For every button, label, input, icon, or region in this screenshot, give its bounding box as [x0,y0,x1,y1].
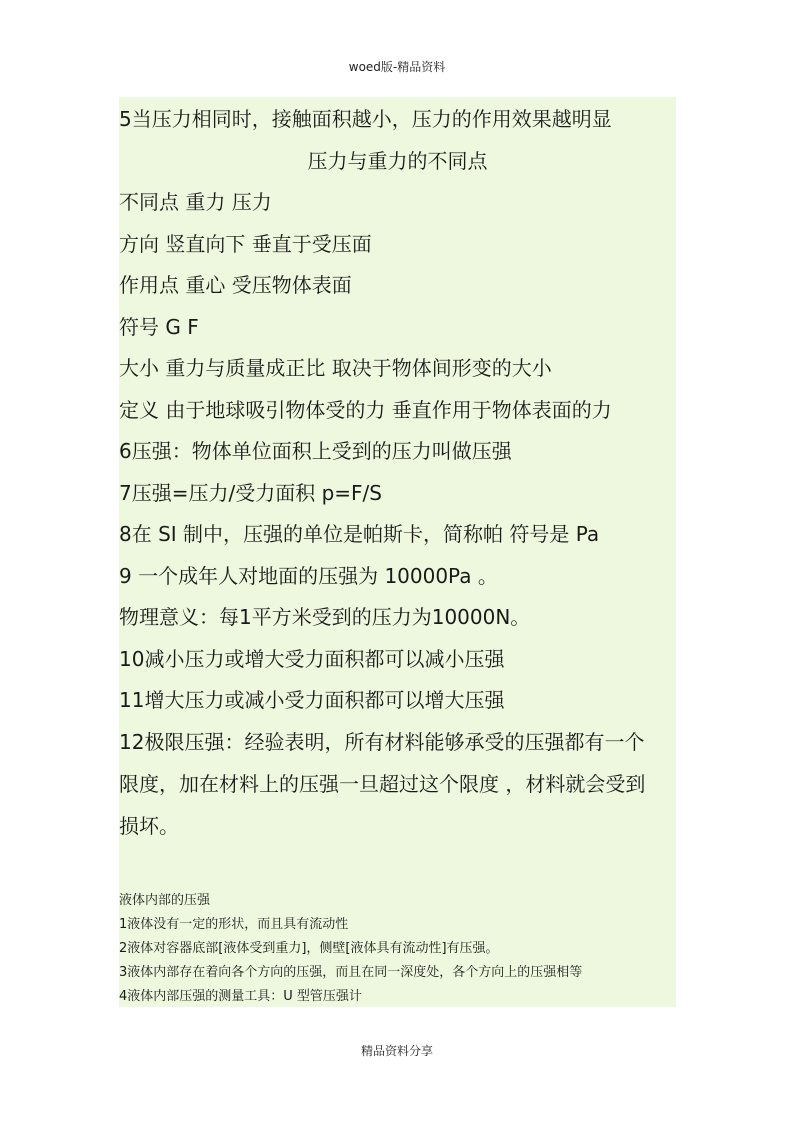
paragraph-line: 物理意义：每1平方米受到的压力为10000N。 [119,605,531,629]
page-header: woed版-精品资料 [348,60,446,74]
list-item: 2液体对容器底部[液体受到重力]，侧壁[液体具有流动性]有压强。 [119,941,499,956]
comparison-row: 大小 重力与质量成正比 取决于物体间形变的大小 [119,356,552,380]
content-panel [119,97,676,1007]
comparison-row: 不同点 重力 压力 [119,190,272,214]
list-item: 3液体内部存在着向各个方向的压强，而且在同一深度处，各个方向上的压强相等 [119,965,583,980]
paragraph-line: 10减小压力或增大受力面积都可以减小压强 [119,647,505,671]
table-title: 压力与重力的不同点 [307,149,488,173]
paragraph-line: 12极限压强：经验表明，所有材料能够承受的压强都有一个 [119,730,645,754]
paragraph-line: 损坏。 [119,814,179,838]
paragraph-line: 限度，加在材料上的压强一旦超过这个限度 ，材料就会受到 [119,772,646,796]
list-item: 4液体内部压强的测量工具：U 型管压强计 [119,989,362,1004]
paragraph-line: 5当压力相同时，接触面积越小，压力的作用效果越明显 [119,107,612,131]
paragraph-line: 7压强=压力/受力面积 p=F/S [119,481,382,505]
paragraph-line: 11增大压力或减小受力面积都可以增大压强 [119,688,505,712]
page-footer: 精品资料分享 [360,1044,433,1058]
comparison-row: 符号 G F [119,315,199,339]
list-item: 1液体没有一定的形状，而且具有流动性 [119,917,349,932]
paragraph-line: 8在 SI 制中，压强的单位是帕斯卡，简称帕 符号是 Pa [119,522,600,546]
paragraph-line: 6压强：物体单位面积上受到的压力叫做压强 [119,439,512,463]
comparison-row: 方向 竖直向下 垂直于受压面 [119,232,372,256]
section-title: 液体内部的压强 [119,893,211,908]
comparison-row: 作用点 重心 受压物体表面 [119,273,352,297]
paragraph-line: 9 一个成年人对地面的压强为 10000Pa 。 [119,564,498,588]
comparison-row: 定义 由于地球吸引物体受的力 垂直作用于物体表面的力 [119,398,612,422]
